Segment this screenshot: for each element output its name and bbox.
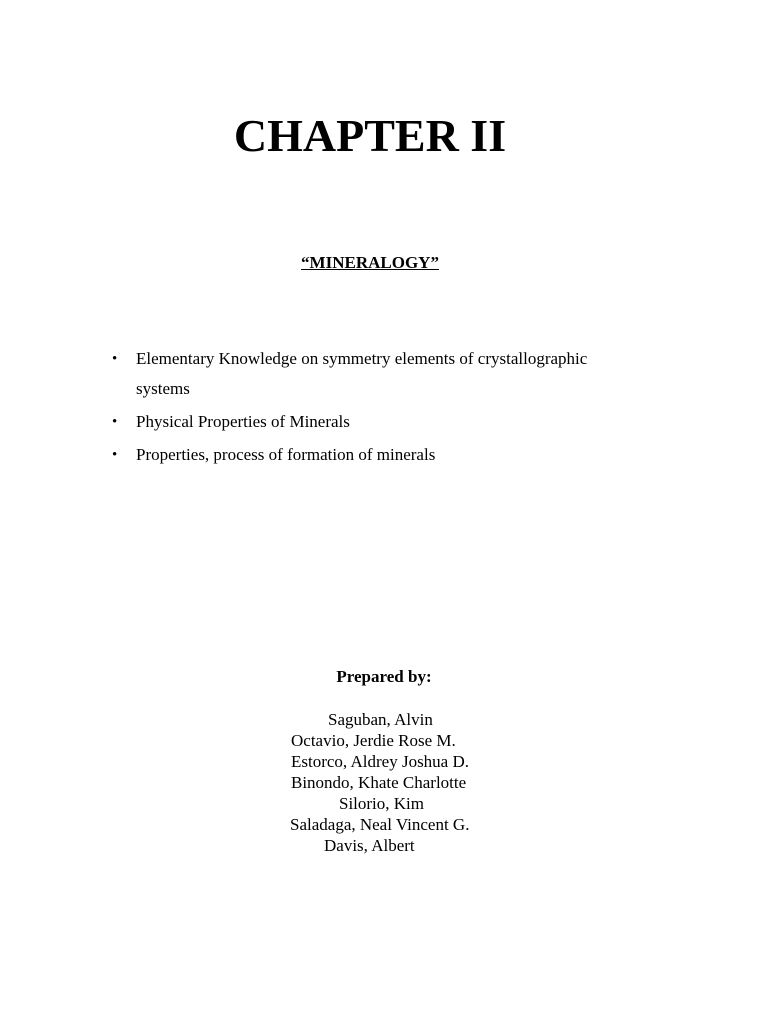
bullet-icon: • bbox=[112, 447, 118, 463]
bullet-icon: • bbox=[112, 351, 118, 367]
topic-list bbox=[108, 344, 628, 473]
prepared-by-label: Prepared by: bbox=[336, 667, 432, 686]
list-item bbox=[108, 440, 628, 470]
topic-text: Physical Properties of Minerals bbox=[136, 412, 350, 431]
author-name: Octavio, Jerdie Rose M. bbox=[291, 731, 456, 750]
author-name: Silorio, Kim bbox=[339, 794, 425, 813]
topic-text: Elementary Knowledge on symmetry elements of crystallographic systems bbox=[136, 349, 588, 398]
author-name: Saguban, Alvin bbox=[328, 710, 433, 729]
chapter-title: CHAPTER II bbox=[233, 110, 507, 161]
bullet-icon: • bbox=[112, 414, 118, 430]
list-item bbox=[108, 344, 628, 404]
topic-text: Properties, process of formation of minerals bbox=[136, 445, 436, 464]
author-name: Saladaga, Neal Vincent G. bbox=[290, 815, 470, 834]
list-item bbox=[108, 407, 628, 437]
author-list bbox=[0, 709, 768, 856]
author-name: Estorco, Aldrey Joshua D. bbox=[291, 752, 470, 771]
author-name: Binondo, Khate Charlotte bbox=[291, 773, 467, 792]
chapter-subtitle: “MINERALOGY” bbox=[301, 253, 439, 272]
author-name: Davis, Albert bbox=[324, 836, 415, 855]
